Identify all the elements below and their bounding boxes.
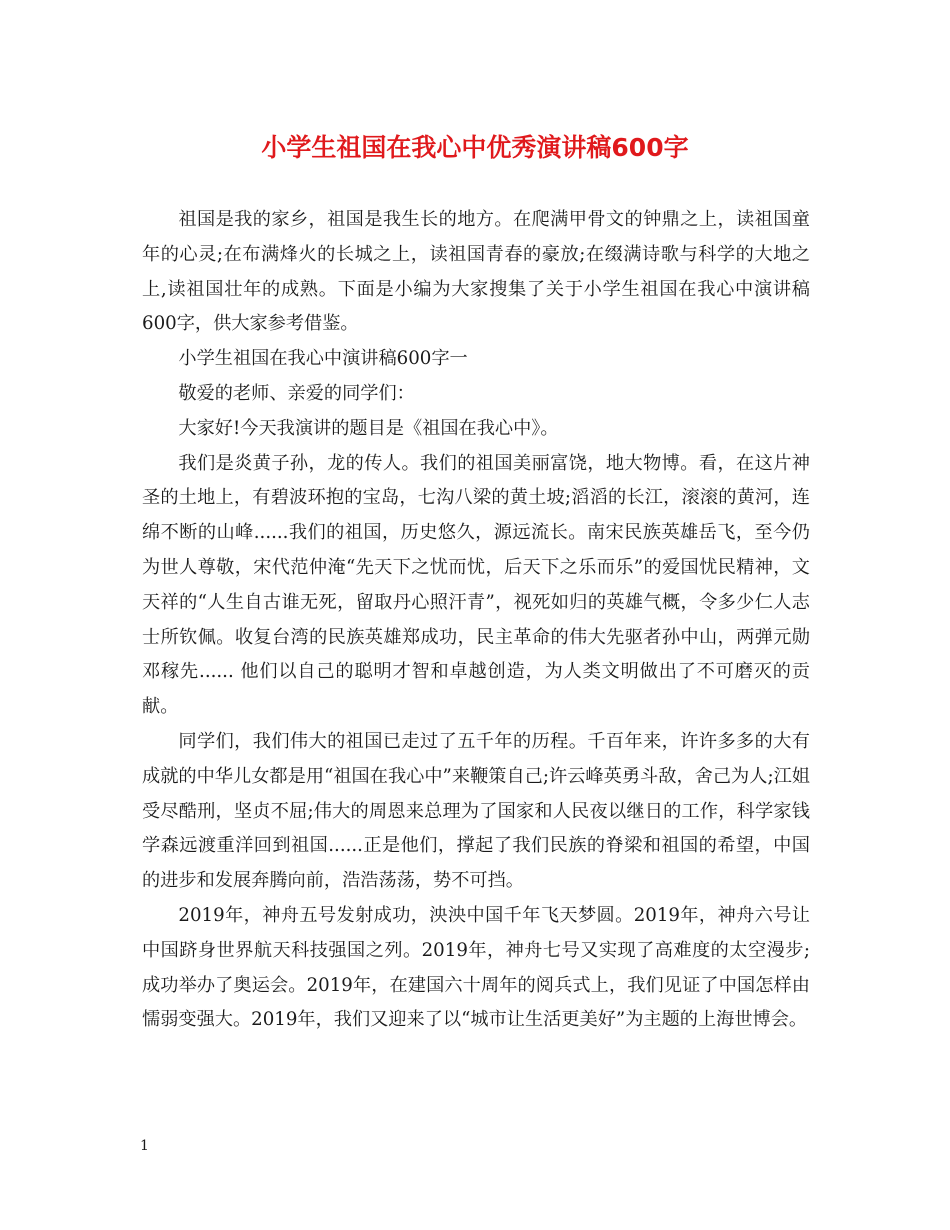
paragraph: 小学生祖国在我心中演讲稿600字一 [178, 348, 468, 370]
paragraph: 大家好!今天我演讲的题目是《祖国在我心中》。 [178, 417, 559, 439]
paragraph: 我们是炎黄子孙，龙的传人。我们的祖国美丽富饶，地大物博。看，在这片神圣的土地上，有碧波环抱的宝岛，七沟八梁的黄土坡;滔滔的长江，滚滚的黄河，连绵不断的山峰......我们的祖国，历史悠久，源远流长。南宋民族英雄岳飞，至今仍为世人尊敬，宋代范仲淹“先天下之忧而忧，后天下之乐而乐”的爱国忧民精神，文天祥的“人生自古谁无死，留取丹心照汗青”，视死如归的英雄气概，令多少仁人志士所钦佩。收复台湾的民族英雄郑成功，民主革命的伟大先驱者孙中山，两弹元勋邓稼先...... 他们以自己的聪明才智和卓越创造，为人类文明做出了不可磨灭的贡献。 [142, 452, 810, 718]
paragraph: 2019年，神舟五号发射成功，泱泱中国千年飞天梦圆。2019年，神舟六号让中国跻身世界航天科技强国之列。2019年，神舟七号又实现了高难度的太空漫步;成功举办了奥运会。2019年，在建国六十周年的阅兵式上，我们见证了中国怎样由懦弱变强大。2019年，我们又迎来了以“城市让生活更美好”为主题的上海世博会。 [142, 904, 810, 1031]
page-number: 1 [140, 1138, 149, 1154]
document-body [142, 203, 810, 1038]
document-title: 小学生祖国在我心中优秀演讲稿600字 [261, 133, 689, 162]
paragraph: 祖国是我的家乡，祖国是我生长的地方。在爬满甲骨文的钟鼎之上，读祖国童年的心灵;在布满烽火的长城之上，读祖国青春的豪放;在缀满诗歌与科学的大地之上,读祖国壮年的成熟。下面是小编为大家搜集了关于小学生祖国在我心中演讲稿600字，供大家参考借鉴。 [142, 209, 810, 335]
paragraph: 敬爱的老师、亲爱的同学们： [178, 382, 415, 404]
paragraph: 同学们，我们伟大的祖国已走过了五千年的历程。千百年来，许许多多的大有成就的中华儿女都是用“祖国在我心中”来鞭策自己;许云峰英勇斗敌，舍己为人;江姐受尽酷刑，坚贞不屈;伟大的周恩来总理为了国家和人民夜以继日的工作，科学家钱学森远渡重洋回到祖国......正是他们，撑起了我们民族的脊梁和祖国的希望，中国的进步和发展奔腾向前，浩浩荡荡，势不可挡。 [142, 730, 810, 892]
